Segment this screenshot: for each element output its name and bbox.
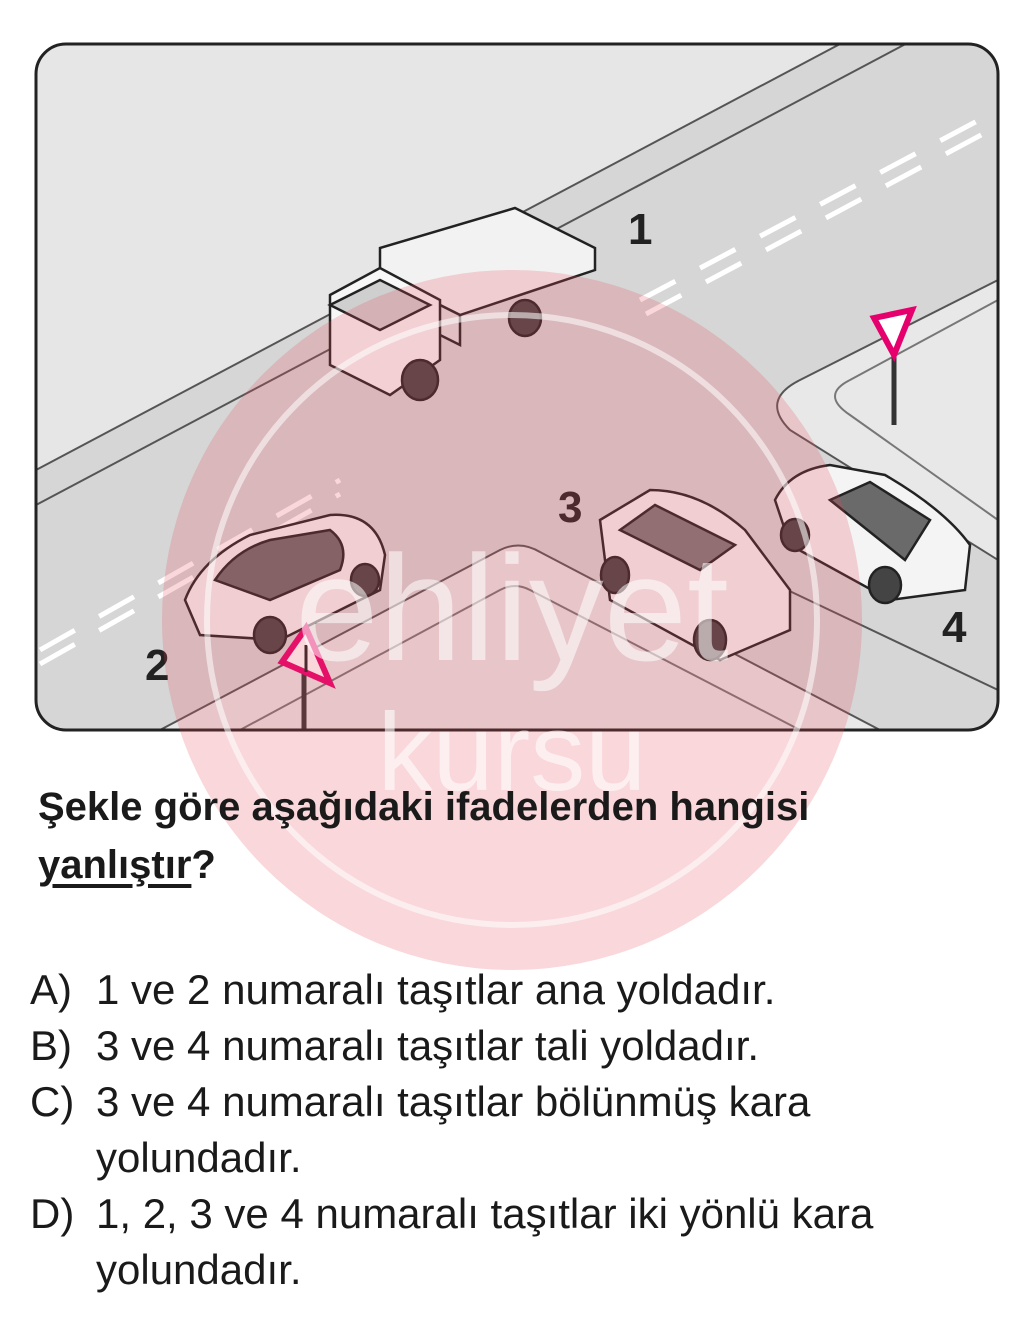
vehicle-label-1: 1 — [628, 205, 653, 254]
answer-options — [30, 962, 990, 1298]
question-main: Şekle göre aşağıdaki ifadelerden hangisi — [38, 785, 810, 829]
option-text: 3 ve 4 numaralı taşıtlar tali yoldadır. — [96, 1022, 759, 1069]
option-a[interactable] — [30, 962, 990, 1018]
vehicle-label-2: 2 — [145, 641, 170, 690]
option-text: 1 ve 2 numaralı taşıtlar ana yoldadır. — [96, 966, 776, 1013]
question-mark: ? — [191, 843, 216, 887]
option-b[interactable] — [30, 1018, 990, 1074]
option-d[interactable] — [30, 1186, 990, 1298]
watermark-text-2: kursu — [377, 691, 647, 814]
option-c[interactable] — [30, 1074, 990, 1186]
vehicle-label-4: 4 — [942, 603, 967, 652]
option-letter: C) — [30, 1078, 75, 1125]
option-letter: A) — [30, 966, 72, 1013]
option-text: 3 ve 4 numaralı taşıtlar bölünmüş kara yolundadır. — [96, 1078, 811, 1181]
option-text: 1, 2, 3 ve 4 numaralı taşıtlar iki yönlü kara yolundadır. — [96, 1190, 874, 1293]
option-letter: B) — [30, 1022, 72, 1069]
vehicle-label-3: 3 — [558, 483, 583, 532]
option-letter: D) — [30, 1190, 75, 1237]
watermark-text-1: ehliyet — [295, 524, 729, 692]
question-text — [38, 778, 998, 894]
question-underlined-word: yanlıştır — [38, 843, 192, 887]
